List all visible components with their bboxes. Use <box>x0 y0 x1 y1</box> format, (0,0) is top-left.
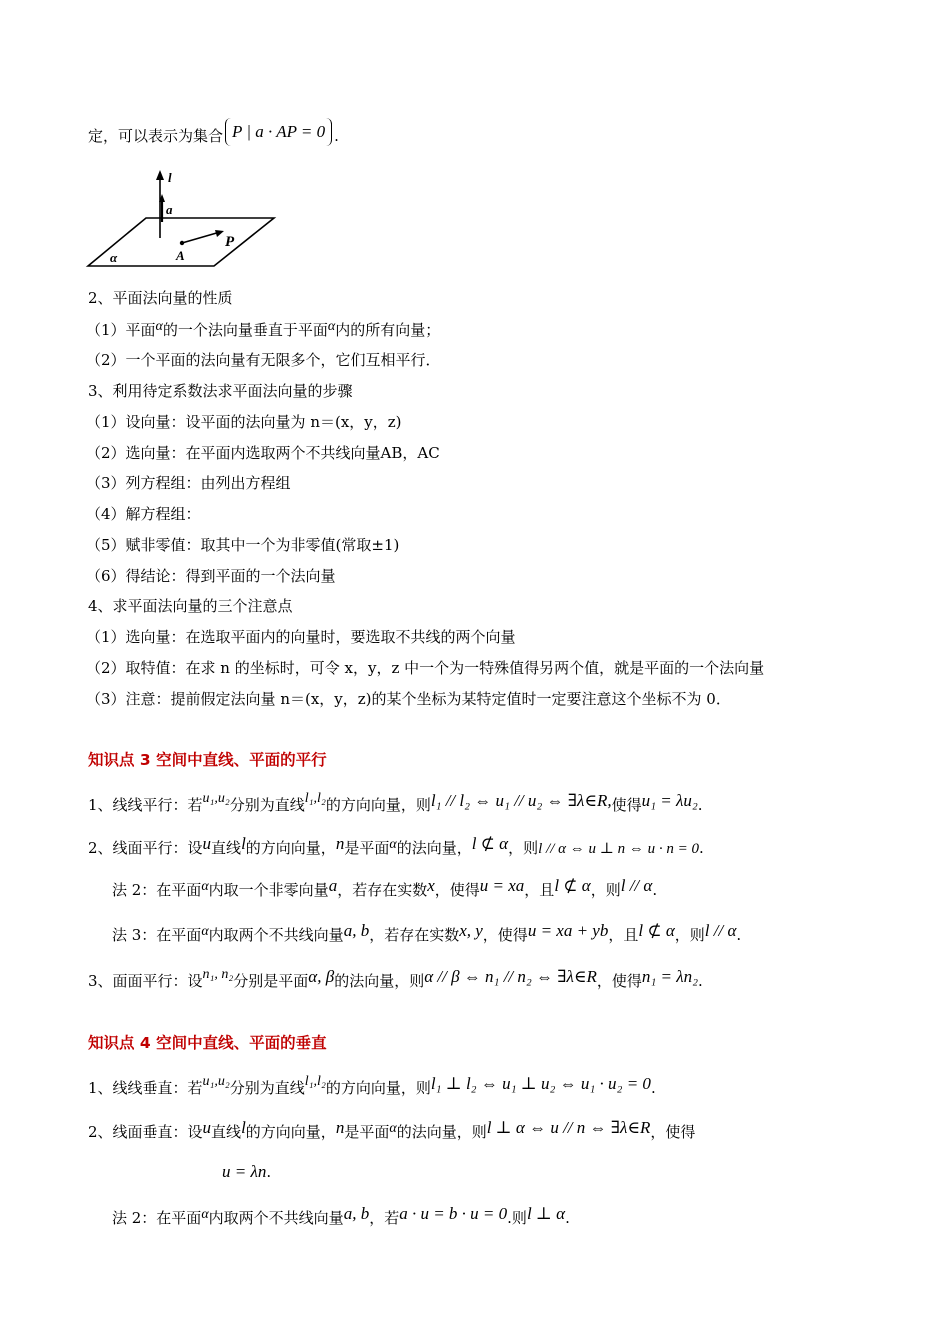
label-A: A <box>176 248 185 263</box>
label-l: l <box>168 170 172 185</box>
section4-title: 4、求平面法向量的三个注意点 <box>88 597 293 615</box>
kp3-line-plane-parallel: 2、线面平行：设u直线l的方向向量，n是平面α的法向量，l ⊄ α，则l // α ⇔ u ⊥ n ⇔ u · n = 0. <box>88 834 704 857</box>
intro-line <box>88 122 339 150</box>
section3-item: （4）解方程组： <box>86 505 201 523</box>
section4-item: （2）取特值：在求 n 的坐标时，可令 x，y，z 中一个为一特殊值得另两个值，就是平面的一个法向量 <box>86 659 765 677</box>
kp3-method3: 法 3：在平面α内取两个不共线向量a, b，若存在实数x, y，使得u = xa + yb，且l ⊄ α，则l // α. <box>112 921 742 944</box>
section3-item: （2）选向量：在平面内选取两个不共线向量AB，AC <box>86 444 440 462</box>
kp3-heading: 知识点 3 空间中直线、平面的平行 <box>88 751 327 769</box>
set-formula: P | a · AP = 0 <box>225 118 332 146</box>
label-a: a <box>166 202 173 217</box>
section3-item: （5）赋非零值：取其中一个为非零值(常取±1) <box>86 536 400 554</box>
kp4-method2: 法 2：在平面α内取两个不共线向量a, b，若a · u = b · u = 0.则l ⊥ α. <box>112 1204 570 1227</box>
kp3-plane-plane-parallel: 3、面面平行：设n₁, n₂分别是平面α, β的法向量，则α // β ⇔ n₁ // n₂ ⇔ ∃λ∈R，使得n₁ = λn₂. <box>88 967 703 990</box>
intro-text: 定，可以表示为集合 <box>88 127 224 145</box>
section4-item: （3）注意：提前假定法向量 n＝(x，y，z)的某个坐标为某特定值时一定要注意这个坐标不为 0． <box>86 690 731 708</box>
section3-title: 3、利用待定系数法求平面法向量的步骤 <box>88 382 353 400</box>
section4-item: （1）选向量：在选取平面内的向量时，要选取不共线的两个向量 <box>86 628 516 646</box>
section3-item: （6）得结论：得到平面的一个法向量 <box>86 567 336 585</box>
kp4-line-plane-perp: 2、线面垂直：设u直线l的方向向量，n是平面α的法向量，则l ⊥ α ⇔ u // n ⇔ ∃λ∈R，使得 <box>88 1118 696 1141</box>
section3-item: （1）设向量：设平面的法向量为 n＝(x，y，z) <box>86 413 402 431</box>
kp4-line-plane-perp-cont: u = λn. <box>222 1162 272 1181</box>
kp3-line-parallel: 1、线线平行：若u₁,u₂分别为直线l₁,l₂的方向向量，则l₁ // l₂ ⇔ u₁ // u₂ ⇔ ∃λ∈R,使得u₁ = λu₂. <box>88 791 703 814</box>
intro-end: . <box>334 127 339 145</box>
section2-item2: （2）一个平面的法向量有无限多个，它们互相平行． <box>86 351 441 369</box>
vector-AP <box>182 232 220 243</box>
label-P: P <box>225 234 235 250</box>
kp3-method2: 法 2：在平面α内取一个非零向量a，若存在实数x，使得u = xa，且l ⊄ α，则l // α. <box>112 876 658 899</box>
kp4-heading: 知识点 4 空间中直线、平面的垂直 <box>88 1034 327 1052</box>
section2-item1: （1）平面α的一个法向量垂直于平面α内的所有向量； <box>86 319 441 339</box>
label-alpha: α <box>110 250 118 265</box>
kp4-line-perp: 1、线线垂直：若u₁,u₂分别为直线l₁,l₂的方向向量，则l₁ ⊥ l₂ ⇔ u₁ ⊥ u₂ ⇔ u₁ · u₂ = 0. <box>88 1074 656 1097</box>
section3-item: （3）列方程组：由列出方程组 <box>86 474 291 492</box>
normal-arrowhead <box>156 170 164 180</box>
plane-normal-figure <box>84 168 284 272</box>
section2-title: 2、平面法向量的性质 <box>88 289 233 307</box>
vector-AP-arrowhead <box>215 230 224 237</box>
